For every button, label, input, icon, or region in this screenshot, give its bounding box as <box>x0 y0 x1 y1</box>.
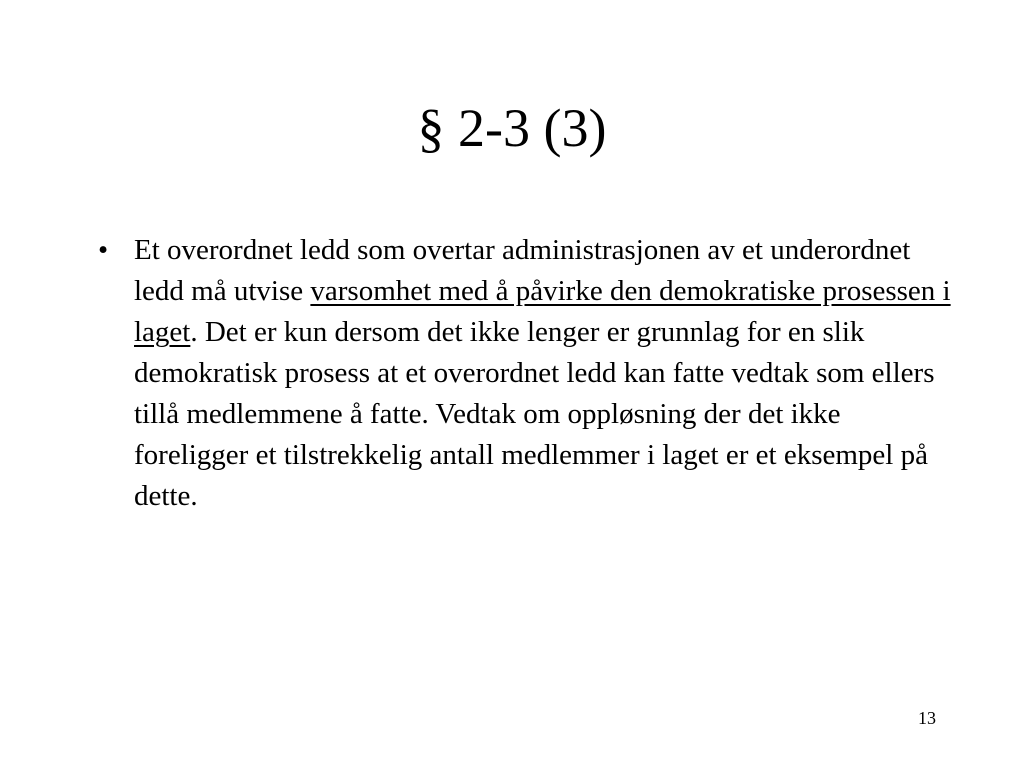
slide-title: § 2-3 (3) <box>417 98 607 158</box>
bullet-text-end: . Det er kun dersom det ikke lenger er grunnlag for en slik demokratisk prosess at et overordnet ledd kan fatte vedtak som ellers tillå medlemmene å fatte. Vedtak om oppløsning der det ikke foreligger et tilstrekkelig antall medlemmer i laget er et eksempel på dette. <box>134 316 935 512</box>
bullet-item <box>96 230 956 517</box>
bullet-list <box>96 230 956 517</box>
page-number: 13 <box>918 708 936 728</box>
bullet-icon: • <box>98 234 109 266</box>
bullet-text-start: Et overordnet ledd som overtar administrasjonen av et underordnet ledd må utvise <box>134 234 911 307</box>
bullet-text-underlined: varsomhet med å påvirke den demokratiske prosessen i laget <box>134 275 951 348</box>
